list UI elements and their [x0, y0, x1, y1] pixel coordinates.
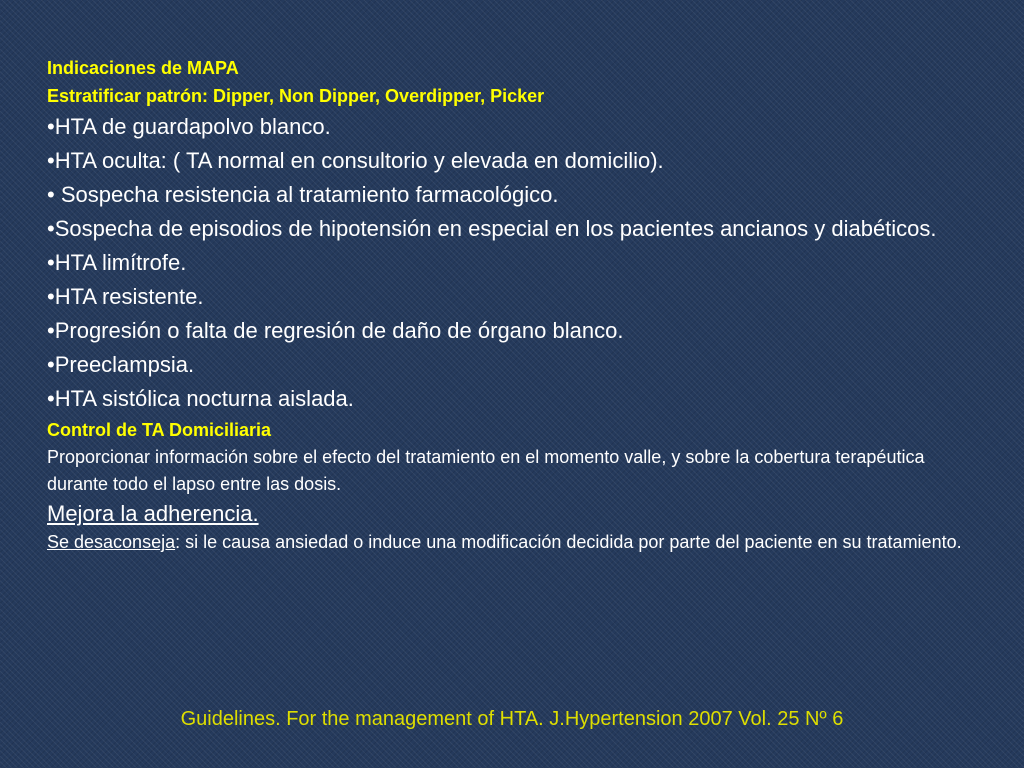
- list-item: • Sospecha resistencia al tratamiento farmacológico.: [47, 182, 559, 207]
- home-bp-description: Proporcionar información sobre el efecto del tratamiento en el momento valle, y sobre la cobertura terapéutica durante todo el lapso entre las dosis.: [47, 447, 925, 494]
- list-item: •Progresión o falta de regresión de daño de órgano blanco.: [47, 318, 624, 343]
- list-item: •HTA limítrofe.: [47, 250, 187, 275]
- list-item: •Sospecha de episodios de hipotensión en especial en los pacientes ancianos y diabéticos.: [47, 216, 937, 241]
- heading-pattern-stratification: Estratificar patrón: Dipper, Non Dipper, Overdipper, Picker: [47, 86, 545, 106]
- list-item: •HTA resistente.: [47, 284, 204, 309]
- heading-mapa-indications: Indicaciones de MAPA: [47, 58, 239, 78]
- discouraged-text: : si le causa ansiedad o induce una modificación decidida por parte del paciente en su tratamiento.: [175, 532, 962, 552]
- list-item: •HTA sistólica nocturna aislada.: [47, 386, 354, 411]
- heading-home-bp-control: Control de TA Domiciliaria: [47, 420, 272, 440]
- discouraged-label: Se desaconseja: [47, 532, 176, 552]
- slide-content: [47, 54, 982, 556]
- discouraged-note: [47, 529, 982, 556]
- indications-list: [47, 110, 982, 416]
- list-item: •HTA oculta: ( TA normal en consultorio y elevada en domicilio).: [47, 148, 664, 173]
- list-item: •HTA de guardapolvo blanco.: [47, 114, 331, 139]
- adherence-note: Mejora la adherencia.: [47, 501, 259, 526]
- citation-footer: Guidelines. For the management of HTA. J.Hypertension 2007 Vol. 25 Nº 6: [180, 708, 844, 730]
- list-item: •Preeclampsia.: [47, 352, 195, 377]
